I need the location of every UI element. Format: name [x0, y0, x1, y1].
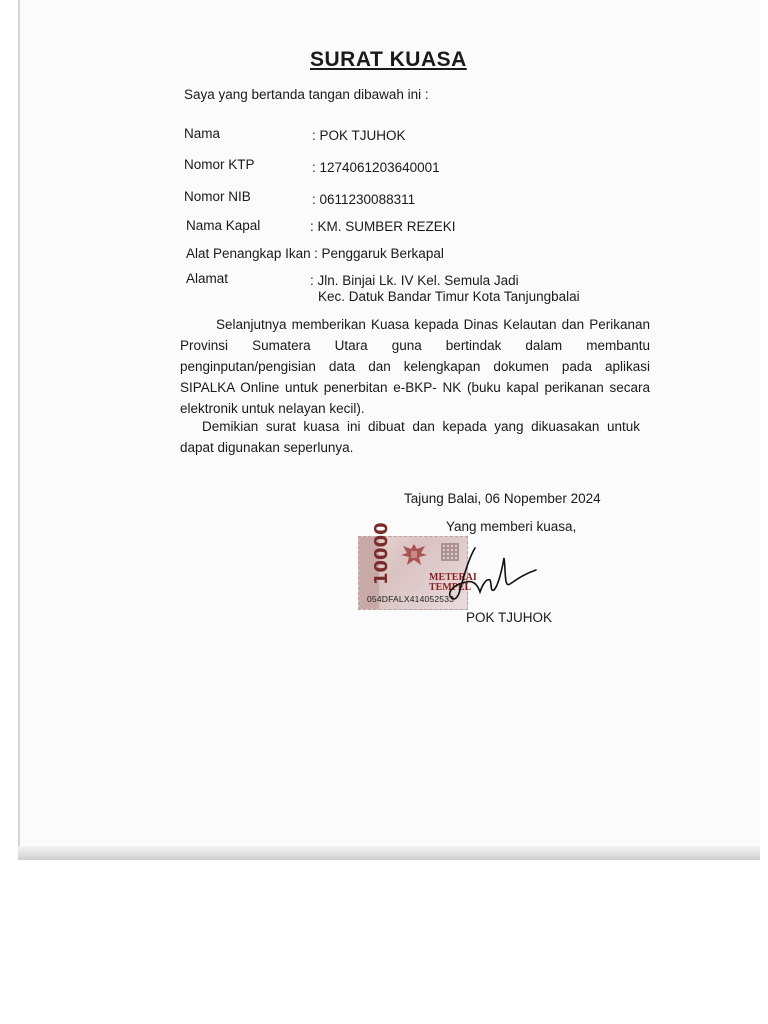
signer-name: POK TJUHOK: [466, 610, 553, 625]
stamp-line-2: TEMPEL: [429, 582, 472, 593]
body-paragraph-2: Demikian surat kuasa ini dibuat dan kepada yang dikuasakan untuk dapat digunakan seperlunya.: [180, 419, 640, 455]
giver-label: Yang memberi kuasa,: [446, 519, 577, 534]
handwritten-signature: [420, 540, 540, 610]
page-edge-shadow: [18, 846, 760, 860]
field-value-line2: Kec. Datuk Bandar Timur Kota Tanjungbalai: [318, 289, 580, 304]
body-paragraph-1: Selanjutnya memberikan Kuasa kepada Dinas Kelautan dan Perikanan Provinsi Sumatera Utara guna bertindak dalam membantu penginputan/pengisian data dan kelengkapan dokumen pada aplikasi SIPALKA Online untuk penerbitan e-BKP- NK (buku kapal perikanan secara elektronik untuk nelayan kecil).: [180, 317, 650, 416]
stamp-serial: 054DFALX414052533: [367, 594, 455, 604]
field-label: Nama: [184, 126, 221, 141]
field-value: : Jln. Binjai Lk. IV Kel. Semula Jadi: [310, 273, 519, 288]
field-value: : 1274061203640001: [312, 160, 440, 175]
field-value: : 0611230088311: [312, 192, 416, 207]
field-value: : POK TJUHOK: [312, 128, 406, 143]
field-label: Nomor KTP: [184, 157, 255, 172]
field-value: : Penggaruk Berkapal: [314, 246, 444, 261]
stamp-line-1: METERAI: [429, 572, 477, 583]
field-label: Nomor NIB: [184, 189, 251, 204]
field-label: Alat Penangkap Ikan: [186, 246, 311, 261]
field-value: : KM. SUMBER REZEKI: [310, 219, 456, 234]
field-label: Alamat: [186, 271, 229, 286]
place-date: Tajung Balai, 06 Nopember 2024: [404, 491, 601, 506]
stamp-nominal: 10000: [371, 522, 392, 585]
intro-text: Saya yang bertanda tangan dibawah ini :: [184, 87, 429, 102]
document-title: SURAT KUASA: [310, 48, 467, 71]
field-label: Nama Kapal: [186, 218, 261, 233]
